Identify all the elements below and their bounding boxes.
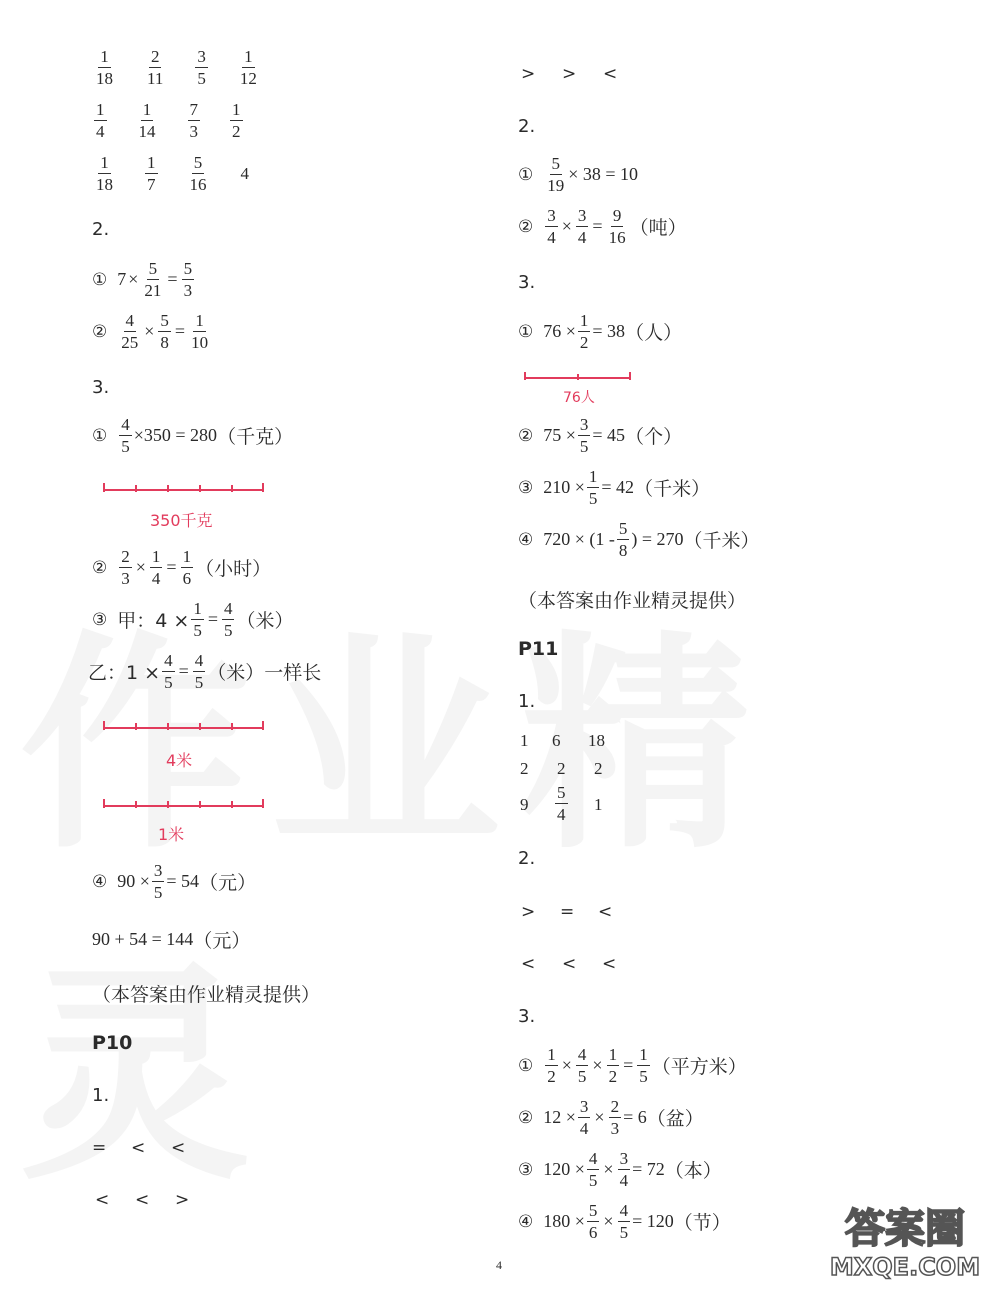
operator: × bbox=[603, 1159, 614, 1179]
fraction: $\frac{7}{3}$ bbox=[189, 100, 198, 141]
source-note: （本答案由作业精灵提供） bbox=[92, 984, 321, 1006]
fraction: $\frac{5}{16}$ bbox=[189, 153, 207, 194]
answer-line bbox=[518, 312, 682, 351]
site-logo bbox=[820, 1205, 990, 1285]
operator: = bbox=[174, 321, 186, 341]
expression: = 120 bbox=[632, 1211, 674, 1231]
unit: （元） bbox=[193, 930, 251, 952]
comparison-symbol: < bbox=[171, 1138, 186, 1158]
answer-line bbox=[88, 652, 321, 691]
fraction: $\frac{1}{2}$ bbox=[547, 1045, 556, 1086]
fraction: $\frac{1}{2}$ bbox=[232, 100, 241, 141]
fraction: $\frac{2}{3}$ bbox=[610, 1097, 620, 1138]
fraction: $\frac{4}{5}$ bbox=[619, 1201, 629, 1242]
circled-number: ② bbox=[518, 1107, 534, 1128]
answer-line bbox=[92, 312, 212, 351]
circled-number: ① bbox=[518, 321, 534, 342]
bar-label: 76人 bbox=[563, 390, 595, 406]
segment-bar bbox=[100, 480, 270, 496]
question-label: 1. bbox=[92, 1085, 110, 1106]
answer-line bbox=[92, 548, 271, 587]
bar-label: 350千克 bbox=[150, 511, 213, 530]
question-label: 3. bbox=[92, 377, 110, 398]
grid-value: 6 bbox=[552, 731, 561, 750]
fraction: $\frac{5}{21}$ bbox=[144, 259, 162, 300]
fraction: $\frac{5}{3}$ bbox=[183, 259, 193, 300]
bar-label: 1米 bbox=[158, 825, 185, 844]
operator: × bbox=[594, 1107, 605, 1127]
fraction: $\frac{3}{5}$ bbox=[579, 415, 589, 456]
question-label: 3. bbox=[518, 272, 536, 293]
page-number: 4 bbox=[496, 1258, 502, 1272]
unit: （盆） bbox=[646, 1108, 704, 1130]
expression: 75 × bbox=[543, 425, 576, 445]
unit: （节） bbox=[673, 1212, 731, 1234]
question-label: 2. bbox=[92, 219, 110, 240]
fraction: $\frac{4}{5}$ bbox=[577, 1045, 587, 1086]
question-label: 1. bbox=[518, 691, 536, 712]
circled-number: ③ bbox=[518, 1159, 534, 1180]
fraction: $\frac{1}{5}$ bbox=[193, 599, 202, 640]
expression: 720 × (1 - bbox=[543, 529, 615, 549]
expression: 12 × bbox=[543, 1107, 576, 1127]
comparison-symbol: < bbox=[131, 1138, 146, 1158]
expression: = 42 bbox=[601, 477, 635, 497]
answer-line bbox=[92, 416, 293, 455]
question-label: 2. bbox=[518, 116, 536, 137]
circled-number: ② bbox=[92, 557, 108, 578]
expression: 120 × bbox=[543, 1159, 585, 1179]
comparison-symbol: = bbox=[560, 902, 575, 922]
page-heading: P10 bbox=[92, 1032, 133, 1054]
fraction: $\frac{5}{19}$ bbox=[547, 154, 565, 195]
fraction: $\frac{4}{5}$ bbox=[164, 651, 173, 692]
expression: ) = 270 bbox=[631, 529, 684, 549]
operator: = bbox=[167, 269, 178, 289]
answer-line bbox=[92, 862, 256, 901]
source-note: （本答案由作业精灵提供） bbox=[518, 590, 747, 612]
operator: = bbox=[623, 1055, 634, 1075]
answer-line bbox=[518, 207, 687, 246]
answer-line bbox=[92, 600, 293, 639]
answer-line bbox=[518, 468, 710, 507]
fraction: $\frac{3}{4}$ bbox=[547, 206, 556, 247]
circled-number: ① bbox=[518, 164, 534, 185]
operator: = bbox=[592, 216, 603, 236]
fraction: $\frac{4}{5}$ bbox=[121, 415, 130, 456]
circled-number: ② bbox=[92, 321, 108, 342]
unit: （吨） bbox=[629, 217, 687, 239]
fraction: $\frac{9}{16}$ bbox=[608, 206, 626, 247]
logo-url: MXQE.COM bbox=[829, 1253, 981, 1281]
fraction: $\frac{5}{6}$ bbox=[588, 1201, 598, 1242]
comparison-symbol: < bbox=[521, 954, 536, 974]
fraction: $\frac{3}{5}$ bbox=[153, 861, 163, 902]
operator: × bbox=[561, 216, 572, 236]
segment-bar bbox=[522, 370, 634, 384]
grid-value: 2 bbox=[557, 759, 566, 778]
fraction: $\frac{4}{5}$ bbox=[588, 1149, 598, 1190]
fraction: $\frac{1}{5}$ bbox=[588, 467, 598, 508]
unit: （元） bbox=[199, 872, 257, 894]
fraction: $\frac{3}{4}$ bbox=[577, 206, 587, 247]
answer-line bbox=[518, 1046, 747, 1085]
comparison-symbol: < bbox=[95, 1190, 110, 1210]
answer-line bbox=[518, 1098, 704, 1137]
comparison-symbol: < bbox=[598, 902, 613, 922]
grid-row-2 bbox=[92, 101, 245, 140]
operator: × bbox=[128, 269, 139, 289]
fraction: $\frac{4}{5}$ bbox=[223, 599, 233, 640]
fraction: $\frac{3}{5}$ bbox=[197, 47, 206, 88]
comparison-symbol: > bbox=[175, 1190, 190, 1210]
operator: × bbox=[603, 1211, 614, 1231]
circled-number: ④ bbox=[518, 529, 534, 550]
expression: ×350 = 280 bbox=[133, 425, 218, 445]
unit: （千米） bbox=[683, 530, 760, 552]
fraction: $\frac{1}{4}$ bbox=[151, 547, 161, 588]
operator: × bbox=[592, 1055, 603, 1075]
fraction: $\frac{2}{11}$ bbox=[147, 47, 164, 88]
fraction: $\frac{5}{4}$ bbox=[557, 783, 566, 824]
comparison-symbol: > bbox=[562, 64, 577, 84]
unit: （千米） bbox=[634, 478, 711, 500]
answer-line bbox=[518, 1150, 722, 1189]
unit: （米） bbox=[236, 610, 294, 632]
comparison-symbol: < bbox=[562, 954, 577, 974]
unit: （本） bbox=[664, 1160, 722, 1182]
unit: （个） bbox=[625, 426, 683, 448]
operator: × bbox=[561, 1055, 572, 1075]
unit: （人） bbox=[625, 322, 683, 344]
comparison-symbol: < bbox=[135, 1190, 150, 1210]
fraction: $\frac{1}{4}$ bbox=[96, 100, 105, 141]
unit: （米）一样长 bbox=[207, 662, 322, 684]
grid-value: 2 bbox=[520, 759, 529, 778]
fraction: $\frac{5}{8}$ bbox=[618, 519, 628, 560]
expression: × 38 = 10 bbox=[568, 164, 639, 184]
grid-value: 4 bbox=[240, 163, 249, 183]
comparison-symbol: < bbox=[603, 64, 618, 84]
segment-bar bbox=[100, 718, 270, 734]
circled-number: ② bbox=[518, 216, 534, 237]
question-label: 2. bbox=[518, 848, 536, 869]
fraction: $\frac{4}{5}$ bbox=[194, 651, 204, 692]
circled-number: ① bbox=[92, 269, 108, 290]
answer-line bbox=[518, 520, 760, 559]
circled-number: ① bbox=[518, 1055, 534, 1076]
logo-text: 答案圈 bbox=[845, 1206, 965, 1252]
fraction: $\frac{1}{18}$ bbox=[96, 153, 113, 194]
expression: = 72 bbox=[632, 1159, 665, 1179]
grid-value: 1 bbox=[520, 731, 529, 750]
fraction: $\frac{1}{6}$ bbox=[182, 547, 192, 588]
segment-bar bbox=[100, 796, 270, 812]
grid-value: 18 bbox=[588, 731, 605, 750]
fraction: $\frac{4}{25}$ bbox=[121, 311, 139, 352]
fraction: $\frac{2}{3}$ bbox=[121, 547, 130, 588]
unit: （小时） bbox=[195, 558, 272, 580]
circled-number: ① bbox=[92, 425, 108, 446]
circled-number: ④ bbox=[518, 1211, 534, 1232]
expression: 甲：4 × bbox=[117, 610, 190, 632]
expression: = 45 bbox=[592, 425, 626, 445]
unit: （平方米） bbox=[651, 1056, 747, 1078]
fraction: $\frac{5}{8}$ bbox=[160, 311, 169, 352]
fraction: $\frac{3}{4}$ bbox=[619, 1149, 629, 1190]
bar-label: 4米 bbox=[166, 751, 193, 770]
expression: = 38 bbox=[592, 321, 626, 341]
circled-number: ③ bbox=[518, 477, 534, 498]
answer-line bbox=[518, 1202, 731, 1241]
expression: 180 × bbox=[543, 1211, 585, 1231]
expression: 210 × bbox=[543, 477, 585, 497]
fraction: $\frac{1}{14}$ bbox=[138, 100, 156, 141]
fraction: $\frac{1}{5}$ bbox=[639, 1045, 648, 1086]
circled-number: ② bbox=[518, 425, 534, 446]
expression: 76 × bbox=[543, 321, 576, 341]
fraction: $\frac{1}{2}$ bbox=[608, 1045, 618, 1086]
comparison-symbol: > bbox=[521, 902, 536, 922]
expression: 90 + 54 = 144 bbox=[92, 929, 194, 949]
operand: 7 bbox=[117, 269, 127, 289]
grid-value: 9 bbox=[520, 795, 529, 814]
fraction: $\frac{1}{2}$ bbox=[579, 311, 589, 352]
comparison-symbol: < bbox=[602, 954, 617, 974]
expression: = 54 bbox=[166, 871, 200, 891]
fraction: $\frac{1}{7}$ bbox=[147, 153, 156, 194]
fraction: $\frac{3}{4}$ bbox=[579, 1097, 589, 1138]
answer-line bbox=[518, 155, 638, 194]
circled-number: ③ bbox=[92, 609, 108, 630]
operator: = bbox=[166, 557, 177, 577]
grid-value: 1 bbox=[594, 795, 603, 814]
comparison-symbol: > bbox=[521, 64, 536, 84]
grid-row-3 bbox=[92, 154, 249, 193]
grid-value: 2 bbox=[594, 759, 603, 778]
fraction: $\frac{1}{12}$ bbox=[239, 47, 257, 88]
expression: = 6 bbox=[623, 1107, 647, 1127]
operator: = bbox=[178, 661, 189, 681]
operator: × bbox=[144, 321, 155, 341]
fraction: $\frac{1}{18}$ bbox=[96, 47, 113, 88]
operator: = bbox=[207, 609, 218, 629]
answer-line bbox=[518, 416, 682, 455]
fraction: $\frac{1}{10}$ bbox=[191, 311, 209, 352]
operator: × bbox=[135, 557, 146, 577]
grid-row-1 bbox=[92, 48, 261, 87]
circled-number: ④ bbox=[92, 871, 108, 892]
expression: 乙：1 × bbox=[88, 662, 161, 684]
question-label: 3. bbox=[518, 1006, 536, 1027]
answer-line bbox=[92, 260, 196, 299]
unit: （千克） bbox=[217, 426, 294, 448]
comparison-symbol: = bbox=[92, 1138, 107, 1158]
page-heading: P11 bbox=[518, 638, 559, 660]
expression: 90 × bbox=[117, 871, 150, 891]
answer-line bbox=[92, 926, 250, 953]
